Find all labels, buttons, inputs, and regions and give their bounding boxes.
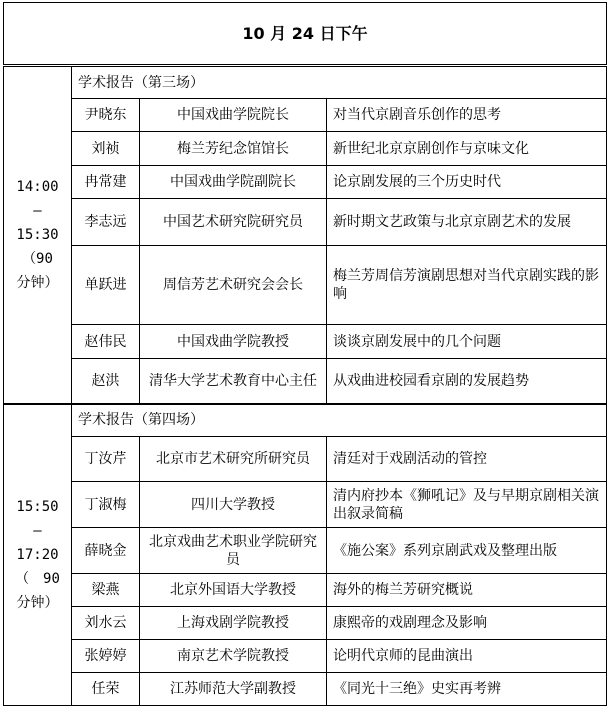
time-dash: — [33, 522, 42, 539]
speaker-name: 刘祯 [72, 132, 140, 166]
table-row [4, 673, 607, 706]
speaker-org: 中国戏曲学院院长 [140, 99, 327, 132]
speaker-org: 中国艺术研究院研究员 [140, 199, 327, 246]
schedule-table [3, 2, 607, 706]
table-row [4, 607, 607, 640]
time-end: 15:30 [16, 226, 59, 243]
session-title: 学术报告（第三场） [72, 66, 607, 99]
speaker-org: 北京市艺术研究所研究员 [140, 437, 327, 482]
speaker-topic: 新世纪北京京剧创作与京味文化 [327, 132, 607, 166]
time-slot [4, 66, 72, 404]
table-row [4, 166, 607, 199]
speaker-org: 周信芳艺术研究会会长 [140, 246, 327, 325]
speaker-org: 梅兰芳纪念馆馆长 [140, 132, 327, 166]
speaker-name: 赵伟民 [72, 325, 140, 359]
session-row [4, 404, 607, 437]
speaker-topic: 康熙帝的戏剧理念及影响 [327, 607, 607, 640]
speaker-topic: 新时期文艺政策与北京京剧艺术的发展 [327, 199, 607, 246]
time-duration-unit: 分钟） [16, 594, 59, 611]
speaker-topic: 清内府抄本《狮吼记》及与早期京剧相关演出叙录简稿 [327, 482, 607, 528]
speaker-name: 梁燕 [72, 574, 140, 607]
table-row [4, 528, 607, 574]
speaker-topic: 从戏曲进校园看京剧的发展趋势 [327, 359, 607, 404]
session-row [4, 66, 607, 99]
session-title: 学术报告（第四场） [72, 404, 607, 437]
speaker-topic: 海外的梅兰芳研究概说 [327, 574, 607, 607]
table-row [4, 325, 607, 359]
speaker-topic: 《施公案》系列京剧武戏及整理出版 [327, 528, 607, 574]
table-row [4, 574, 607, 607]
speaker-org: 中国戏曲学院教授 [140, 325, 327, 359]
time-duration-unit: 分钟） [16, 274, 59, 291]
speaker-org: 南京艺术学院教授 [140, 640, 327, 673]
table-row [4, 482, 607, 528]
speaker-topic: 论京剧发展的三个历史时代 [327, 166, 607, 199]
speaker-name: 薛晓金 [72, 528, 140, 574]
speaker-org: 江苏师范大学副教授 [140, 673, 327, 706]
speaker-org: 四川大学教授 [140, 482, 327, 528]
speaker-name: 丁淑梅 [72, 482, 140, 528]
speaker-name: 冉常建 [72, 166, 140, 199]
speaker-topic: 梅兰芳周信芳演剧思想对当代京剧实践的影响 [327, 246, 607, 325]
time-duration: （ 90 [15, 570, 60, 587]
time-end: 17:20 [16, 546, 59, 563]
time-dash: — [33, 202, 42, 219]
speaker-name: 任荣 [72, 673, 140, 706]
table-row [4, 132, 607, 166]
speaker-topic: 对当代京剧音乐创作的思考 [327, 99, 607, 132]
speaker-org: 北京外国语大学教授 [140, 574, 327, 607]
title-row [4, 3, 607, 66]
speaker-topic: 《同光十三绝》史实再考辨 [327, 673, 607, 706]
speaker-name: 赵洪 [72, 359, 140, 404]
speaker-org: 北京戏曲艺术职业学院研究员 [140, 528, 327, 574]
table-row [4, 437, 607, 482]
time-slot [4, 404, 72, 706]
table-row [4, 246, 607, 325]
table-row [4, 99, 607, 132]
speaker-name: 刘水云 [72, 607, 140, 640]
speaker-org: 上海戏剧学院教授 [140, 607, 327, 640]
table-row [4, 359, 607, 404]
table-row [4, 199, 607, 246]
time-start: 15:50 [16, 498, 59, 515]
speaker-topic: 论明代京师的昆曲演出 [327, 640, 607, 673]
time-start: 14:00 [16, 178, 59, 195]
speaker-name: 李志远 [72, 199, 140, 246]
table-row [4, 640, 607, 673]
speaker-topic: 清廷对于戏剧活动的管控 [327, 437, 607, 482]
speaker-org: 中国戏曲学院副院长 [140, 166, 327, 199]
speaker-name: 丁汝芹 [72, 437, 140, 482]
speaker-name: 尹晓东 [72, 99, 140, 132]
speaker-topic: 谈谈京剧发展中的几个问题 [327, 325, 607, 359]
speaker-name: 张婷婷 [72, 640, 140, 673]
speaker-name: 单跃进 [72, 246, 140, 325]
day-title: 10 月 24 日下午 [4, 3, 607, 66]
speaker-org: 清华大学艺术教育中心主任 [140, 359, 327, 404]
schedule-wrapper [3, 2, 607, 706]
time-duration: （90 [22, 250, 53, 267]
